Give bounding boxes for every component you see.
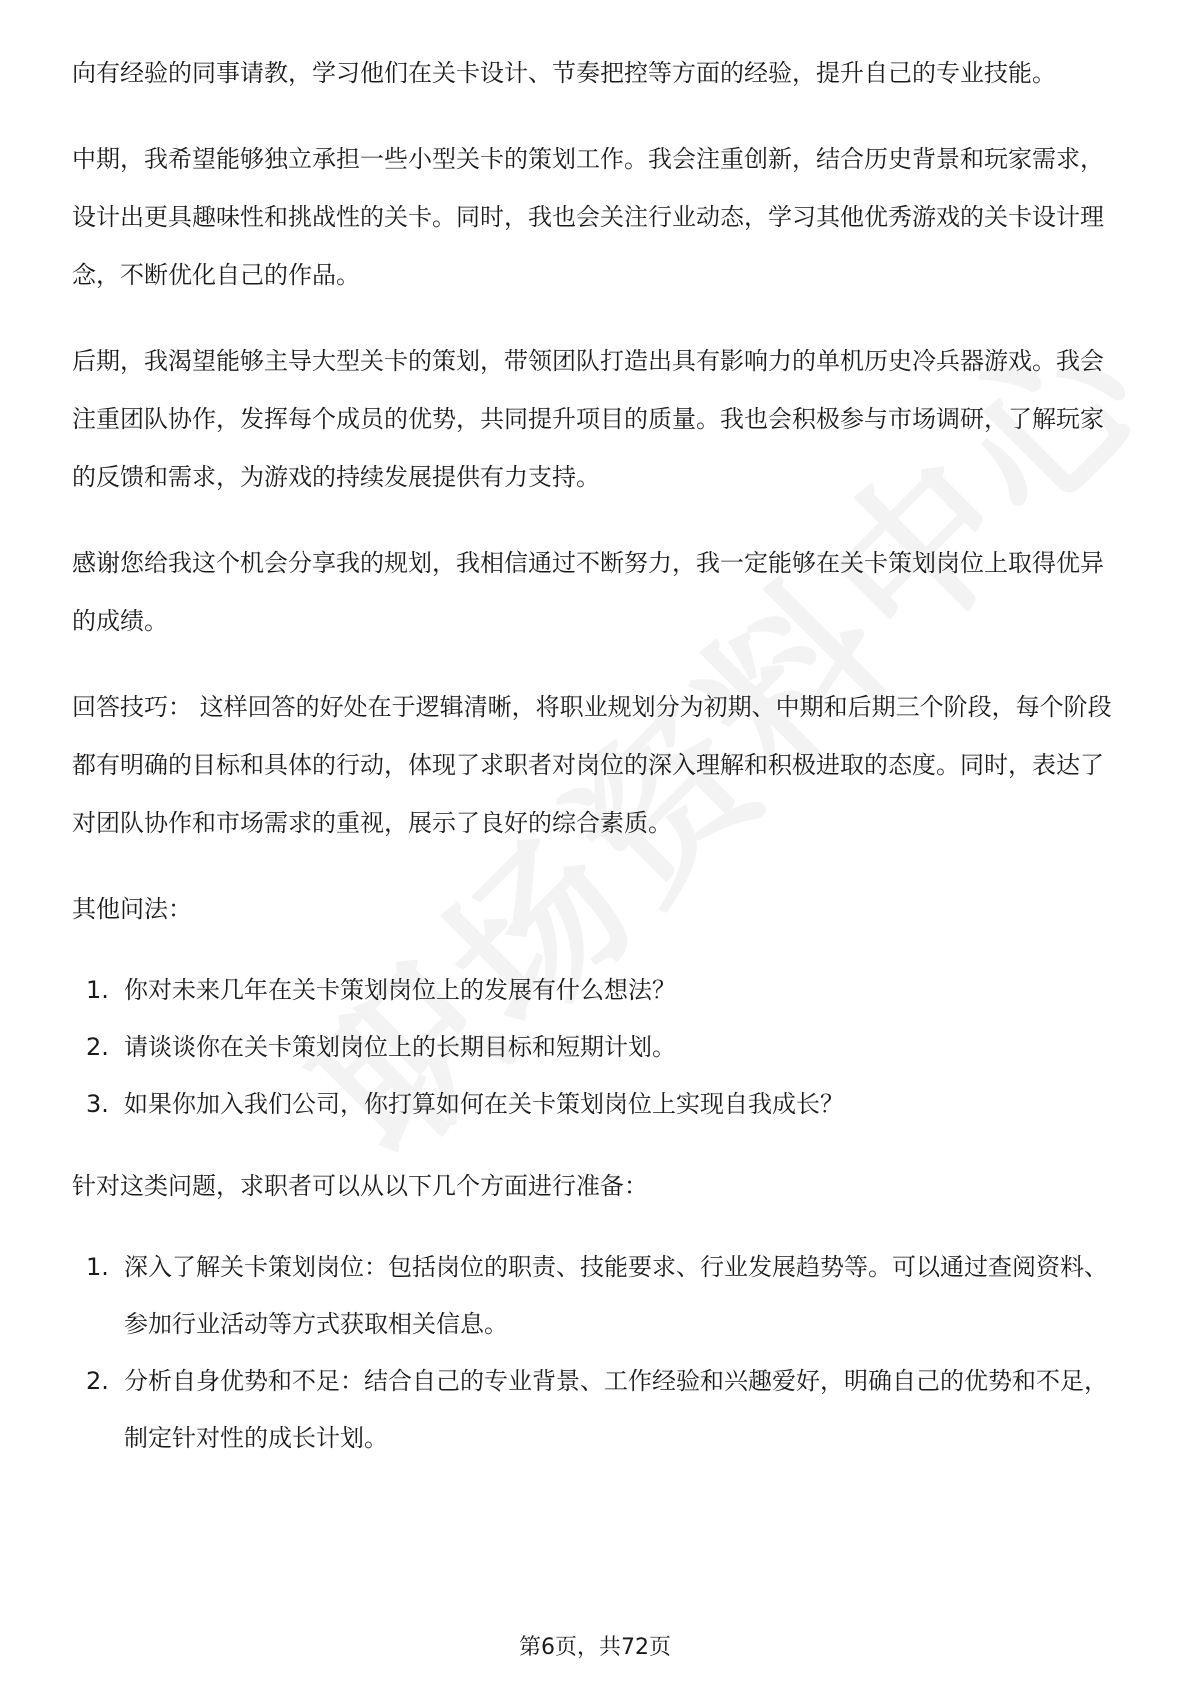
- paragraph-mid-term: 中期，我希望能够独立承担一些小型关卡的策划工作。我会注重创新，结合历史背景和玩家需求，设计出更具趣味性和挑战性的关卡。同时，我也会关注行业动态，学习其他优秀游戏的关卡设计理念，不断优化自己的作品。: [72, 145, 1104, 289]
- page-content: [72, 44, 1122, 1491]
- paragraph-thanks: 感谢您给我这个机会分享我的规划，我相信通过不断努力，我一定能够在关卡策划岗位上取得优异的成绩。: [72, 549, 1104, 635]
- list-item-text: 分析自身优势和不足：结合自己的专业背景、工作经验和兴趣爱好，明确自己的优势和不足，制定针对性的成长计划。: [124, 1367, 1108, 1452]
- list-item-text: 深入了解关卡策划岗位：包括岗位的职责、技能要求、行业发展趋势等。可以通过查阅资料、参加行业活动等方式获取相关信息。: [124, 1253, 1108, 1338]
- list-item: [72, 962, 1122, 1019]
- list-item: [72, 1353, 1122, 1467]
- list-number: 1.: [86, 976, 109, 1004]
- paragraph-late-term: 后期，我渴望能够主导大型关卡的策划，带领团队打造出具有影响力的单机历史冷兵器游戏。我会注重团队协作，发挥每个成员的优势，共同提升项目的质量。我也会积极参与市场调研，了解玩家的反馈和需求，为游戏的持续发展提供有力支持。: [72, 347, 1104, 491]
- list-number: 2.: [86, 1367, 109, 1395]
- other-questions-list: [72, 962, 1122, 1133]
- list-number: 1.: [86, 1253, 109, 1281]
- list-item: [72, 1239, 1122, 1353]
- paragraph-prep-intro: 针对这类问题，求职者可以从以下几个方面进行准备：: [72, 1172, 648, 1200]
- prep-items-list: [72, 1239, 1122, 1467]
- list-item: [72, 1019, 1122, 1076]
- paragraph-skill-learning: 向有经验的同事请教，学习他们在关卡设计、节奏把控等方面的经验，提升自己的专业技能。: [72, 59, 1056, 87]
- list-item-text: 你对未来几年在关卡策划岗位上的发展有什么想法？: [124, 976, 676, 1004]
- list-number: 3.: [86, 1090, 109, 1118]
- list-item-text: 请谈谈你在关卡策划岗位上的长期目标和短期计划。: [124, 1033, 676, 1061]
- paragraph-answer-tips: 回答技巧： 这样回答的好处在于逻辑清晰，将职业规划分为初期、中期和后期三个阶段，每个阶段都有明确的目标和具体的行动，体现了求职者对岗位的深入理解和积极进取的态度。同时，表达了对团队协作和市场需求的重视，展示了良好的综合素质。: [72, 693, 1112, 837]
- list-item-text: 如果你加入我们公司，你打算如何在关卡策划岗位上实现自我成长？: [124, 1090, 844, 1118]
- page-number-footer: 第6页，共72页: [519, 1635, 671, 1660]
- list-item: [72, 1076, 1122, 1133]
- heading-other-questions: 其他问法：: [72, 895, 192, 923]
- list-number: 2.: [86, 1033, 109, 1061]
